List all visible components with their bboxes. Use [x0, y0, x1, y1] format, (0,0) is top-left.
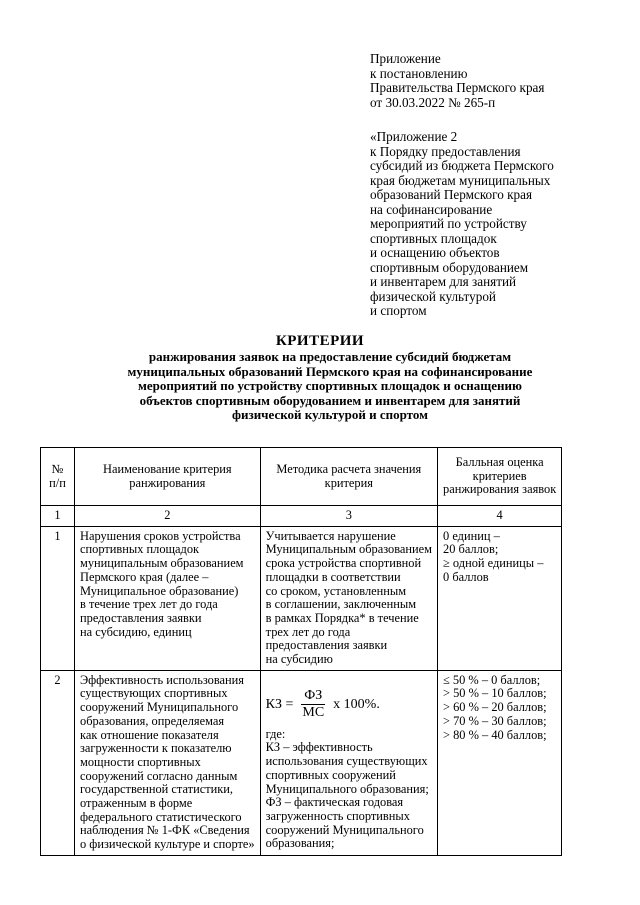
annex2-line: образований Пермского края: [370, 187, 533, 202]
table-row: [41, 670, 562, 855]
cell-line: ≤ 50 % – 0 баллов;: [443, 672, 541, 687]
cell-line: сооружений Муниципального: [265, 822, 424, 837]
cell-line: > 80 % – 40 баллов;: [443, 727, 547, 742]
cell-line: в течение трех лет до года: [80, 597, 218, 612]
cell-line: образования, определяемая: [80, 713, 225, 728]
cell-line: сооружений Муниципального: [80, 700, 239, 715]
cell-line: Пермского края (далее –: [80, 569, 209, 584]
formula-fraction: [299, 688, 327, 721]
subtitle-line: объектов спортивным оборудованием и инвентарем для занятий: [139, 392, 521, 408]
cell-line: Нарушения сроков устройства: [80, 528, 241, 543]
cell-line: наблюдения № 1-ФК «Сведения: [80, 823, 250, 838]
cell-line: предоставления заявки: [265, 638, 388, 653]
header-no-line: п/п: [49, 475, 66, 490]
cell-line: государственной статистики,: [80, 782, 233, 797]
annex2-line: и спортом: [370, 303, 427, 318]
header-score-line: ранжирования заявок: [443, 482, 557, 497]
header-name-line: Наименование критерия: [103, 461, 232, 476]
table-header-row: [41, 448, 562, 506]
annex2-line: субсидий из бюджета Пермского: [370, 158, 554, 173]
annex-line: к постановлению: [370, 65, 468, 81]
annex-header: [370, 52, 544, 110]
cell-line: ≥ одной единицы –: [443, 556, 544, 571]
criterion-name: [75, 526, 261, 670]
annex-line: Правительства Пермского края: [370, 80, 545, 95]
cell-line: федерального статистического: [80, 809, 242, 824]
header-score-line: Балльная оценка: [455, 454, 544, 469]
cell-line: отраженным в форме: [80, 796, 193, 811]
cell-line: где:: [265, 726, 286, 741]
cell-line: сооружений согласно данным: [80, 768, 238, 783]
header-no: [41, 448, 75, 506]
annex-line: Приложение: [370, 51, 441, 66]
cell-line: муниципальным образованием: [80, 556, 244, 571]
annex2-line: физической культурой: [370, 288, 496, 304]
subtitle-line: мероприятий по устройству спортивных площадок и оснащению: [138, 378, 522, 393]
page-title: КРИТЕРИИ: [275, 333, 365, 349]
column-index: 3: [260, 506, 437, 527]
cell-line: Муниципального образования;: [265, 781, 429, 796]
subtitle-line: физической культурой и спортом: [231, 407, 428, 422]
calculation-method: [260, 670, 437, 855]
cell-line: Муниципальное образование): [80, 583, 239, 598]
cell-line: загруженность спортивных: [265, 808, 410, 823]
cell-line: как отношение показателя: [80, 727, 219, 742]
column-index-row: [41, 506, 562, 527]
header-name-line: ранжирования: [129, 475, 206, 490]
column-index: 2: [75, 506, 261, 527]
formula-numerator: ФЗ: [301, 688, 325, 705]
page-subtitle: [60, 350, 600, 423]
cell-line: спортивных сооружений: [265, 767, 396, 782]
annex-line: от 30.03.2022 № 265-п: [370, 94, 496, 110]
cell-line: спортивных площадок: [80, 542, 200, 557]
annex2-line: «Приложение 2: [370, 129, 458, 144]
formula-denominator: МС: [302, 705, 325, 721]
cell-line: 20 баллов;: [443, 542, 499, 557]
column-index: 1: [41, 506, 75, 527]
cell-line: Эффективность использования: [80, 672, 245, 687]
cell-line: образования;: [265, 836, 335, 851]
subtitle-line: муниципальных образований Пермского края на софинансирование: [127, 363, 533, 379]
annex2-line: к Порядку предоставления: [370, 143, 521, 159]
cell-line: о физической культуре и спорте»: [80, 837, 255, 852]
header-no-line: №: [51, 461, 64, 476]
cell-line: мощности спортивных: [80, 754, 201, 769]
header-name: [75, 448, 261, 506]
cell-line: трех лет до года: [265, 624, 351, 639]
cell-line: существующих спортивных: [80, 686, 228, 701]
row-number: 1: [41, 526, 75, 670]
calculation-method: [260, 526, 437, 670]
cell-line: использования существующих: [265, 754, 428, 769]
annex2-line: и инвентарем для занятий: [370, 274, 517, 289]
annex2-line: края бюджетам муниципальных: [370, 172, 551, 188]
row-number: 2: [41, 670, 75, 855]
cell-line: со сроком, установленным: [265, 583, 407, 598]
cell-line: на субсидию: [265, 652, 333, 667]
cell-line: КЗ – эффективность: [265, 740, 373, 755]
column-index: 4: [438, 506, 562, 527]
efficiency-formula: [266, 682, 432, 728]
criterion-name: [75, 670, 261, 855]
formula-lhs: КЗ =: [265, 696, 294, 712]
score-scale: [438, 670, 562, 855]
cell-line: Учитывается нарушение: [265, 528, 396, 543]
table-row: [41, 526, 562, 670]
annex2-line: спортивных площадок: [370, 230, 497, 246]
header-score-line: критериев: [472, 468, 527, 483]
cell-line: в соглашении, заключенным: [265, 597, 417, 612]
cell-line: > 70 % – 30 баллов;: [443, 713, 547, 728]
cell-line: загруженности к показателю: [80, 741, 232, 756]
cell-line: предоставления заявки: [80, 610, 202, 625]
annex2-line: мероприятий по устройству: [370, 216, 527, 231]
annex2-line: спортивным оборудованием: [370, 259, 529, 275]
annex2-line: на софинансирование: [370, 201, 493, 217]
cell-line: > 50 % – 10 баллов;: [443, 686, 547, 701]
header-method-line: Методика расчета значения: [276, 461, 422, 476]
cell-line: 0 единиц –: [443, 528, 500, 543]
header-method-line: критерия: [324, 475, 373, 490]
cell-line: в рамках Порядка* в течение: [265, 610, 419, 625]
cell-line: площадки в соответствии: [265, 569, 401, 584]
cell-line: на субсидию, единиц: [80, 624, 192, 639]
cell-line: Муниципальным образованием: [265, 542, 433, 557]
cell-line: 0 баллов: [443, 569, 489, 584]
subtitle-line: ранжирования заявок на предоставление субсидий бюджетам: [148, 349, 512, 364]
annex2-line: и оснащению объектов: [370, 245, 500, 260]
cell-line: ФЗ – фактическая годовая: [265, 795, 404, 810]
annex2-header: [370, 130, 554, 319]
header-score: [438, 448, 562, 506]
cell-line: срока устройства спортивной: [265, 556, 422, 571]
cell-line: > 60 % – 20 баллов;: [443, 700, 547, 715]
score-scale: [438, 526, 562, 670]
formula-rhs: x 100%.: [333, 696, 380, 712]
criteria-table: [40, 447, 562, 856]
header-method: [260, 448, 437, 506]
